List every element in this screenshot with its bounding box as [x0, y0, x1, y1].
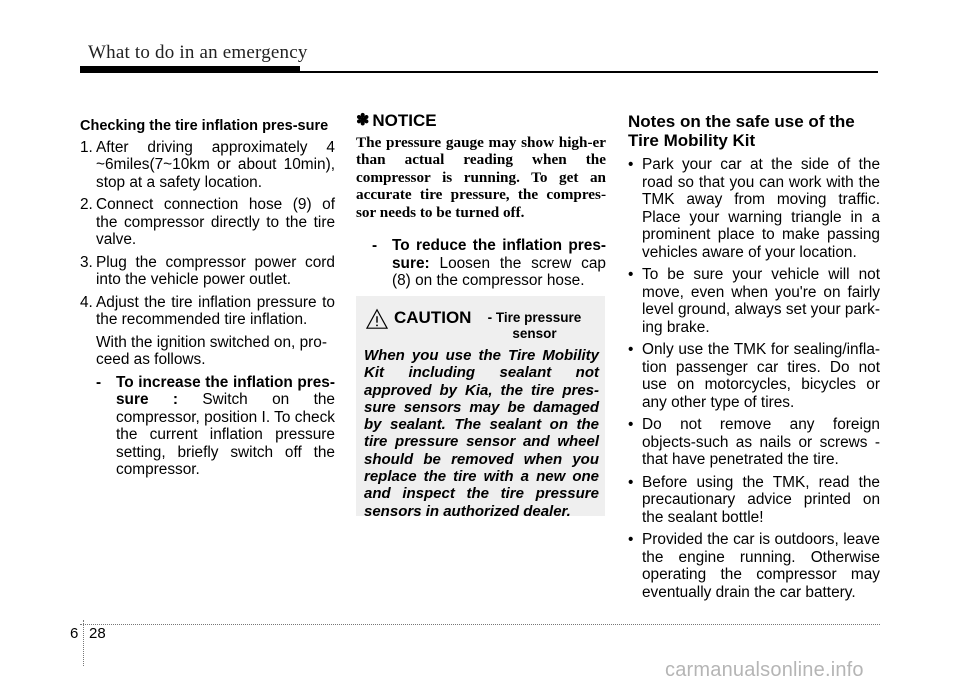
- page-number: 28: [89, 625, 106, 642]
- step-number: 1.: [80, 138, 93, 156]
- notice-star-icon: ✽: [356, 112, 370, 129]
- step-number: 2.: [80, 196, 93, 213]
- list-item: [628, 531, 880, 601]
- bullet-icon: •: [628, 531, 634, 548]
- ignition-instruction: With the ignition switched on, pro-ceed as follows.: [96, 333, 327, 368]
- bullet-icon: •: [628, 156, 634, 173]
- page-header-title: What to do in an emergency: [88, 42, 308, 63]
- caution-body: When you use the Tire Mobility Kit including sealant not approved by Kia, the tire pres-sure sensors may be damaged by sealant. The sealant on the tire pressure sensor and wheel should be removed when you replace the tire with a new one and inspect the tire pressure sensors in authorized dealer.: [364, 347, 599, 520]
- section-heading-checking: Checking the tire inflation pres-sure: [80, 118, 329, 134]
- step-item: [80, 294, 335, 329]
- bullet-text: Park your car at the side of the road so that you can work with the TMK away from moving traffic. Place your warning triangle in a prominent place to make passing vehicles aware of your location.: [642, 156, 880, 261]
- increase-label: To increase the inflation pres-sure :: [116, 373, 335, 408]
- footer-rule: [80, 624, 880, 625]
- bullet-icon: •: [628, 341, 634, 358]
- list-item: [628, 156, 880, 261]
- caution-heading: [364, 308, 599, 342]
- notes-heading: Notes on the safe use of the Tire Mobility Kit: [628, 112, 855, 150]
- reduce-pressure-item: [356, 237, 606, 290]
- notice-title: NOTICE: [372, 111, 437, 130]
- notice-heading: [356, 112, 606, 130]
- bullet-icon: •: [628, 266, 634, 283]
- chapter-number: 6: [70, 625, 79, 642]
- step-text: After driving approximately 4 ~6miles(7~10km or about 10min), stop at a safety location.: [96, 138, 335, 191]
- watermark-text: carmanualsonline.info: [665, 659, 864, 681]
- notice-body: The pressure gauge may show high-er than actual reading when the compressor is running. To get an accurate tire pressure, the compres-sor needs to be turned off.: [356, 133, 606, 221]
- dash-marker: -: [96, 373, 102, 391]
- caution-label: CAUTION: [394, 308, 472, 327]
- bullet-text: To be sure your vehicle will not move, even when you're on fairly level ground, always set your park-ing brake.: [642, 266, 880, 336]
- list-item: [628, 416, 880, 469]
- reduce-label: To reduce the inflation pres-sure:: [392, 237, 606, 272]
- warning-triangle-icon: [366, 308, 388, 330]
- step-item: [80, 196, 335, 249]
- increase-pressure-item: [80, 374, 335, 479]
- dash-marker: -: [372, 237, 378, 254]
- column-tire-inflation: [80, 112, 335, 479]
- page-number-divider: [83, 620, 84, 666]
- bullet-text: Only use the TMK for sealing/infla-tion passenger car tires. Do not use on motorcycles, bicycles or any other type of tires.: [642, 341, 880, 411]
- bullet-icon: •: [628, 416, 634, 433]
- step-item: [80, 254, 335, 289]
- bullet-text: Do not remove any foreign objects-such as nails or screws -that have penetrated the tire.: [642, 416, 880, 468]
- header-bar: [80, 66, 300, 73]
- column-notice: [356, 112, 606, 290]
- step-item: [80, 139, 335, 192]
- list-item: [628, 266, 880, 336]
- bullet-text: Before using the TMK, read the precautionary advice printed on the sealant bottle!: [642, 473, 880, 526]
- column-safe-use-notes: [628, 112, 880, 606]
- step-text: Adjust the tire inflation pressure to the recommended tire inflation.: [96, 293, 335, 328]
- caution-subtitle: - Tire pressure sensor: [487, 310, 582, 341]
- step-text: Connect connection hose (9) of the compressor directly to the tire valve.: [96, 196, 335, 248]
- reduce-pressure-text: [392, 237, 606, 290]
- reduce-instruction: Loosen the screw cap (8) on the compressor hose.: [392, 254, 606, 289]
- step-number: 3.: [80, 253, 93, 271]
- bullet-icon: •: [628, 473, 634, 491]
- header-rule: [300, 71, 878, 73]
- increase-instruction: Switch on the compressor, position I. To check the current inflation pressure setting, briefly switch off the compressor.: [116, 391, 335, 478]
- increase-pressure-text: [116, 374, 335, 479]
- bullet-text: Provided the car is outdoors, leave the engine running. Otherwise operating the compressor may eventually drain the car battery.: [642, 531, 880, 601]
- caution-box: [356, 296, 605, 520]
- list-item: [628, 474, 880, 527]
- list-item: [628, 341, 880, 411]
- step-number: 4.: [80, 293, 93, 311]
- step-text: Plug the compressor power cord into the vehicle power outlet.: [96, 253, 335, 288]
